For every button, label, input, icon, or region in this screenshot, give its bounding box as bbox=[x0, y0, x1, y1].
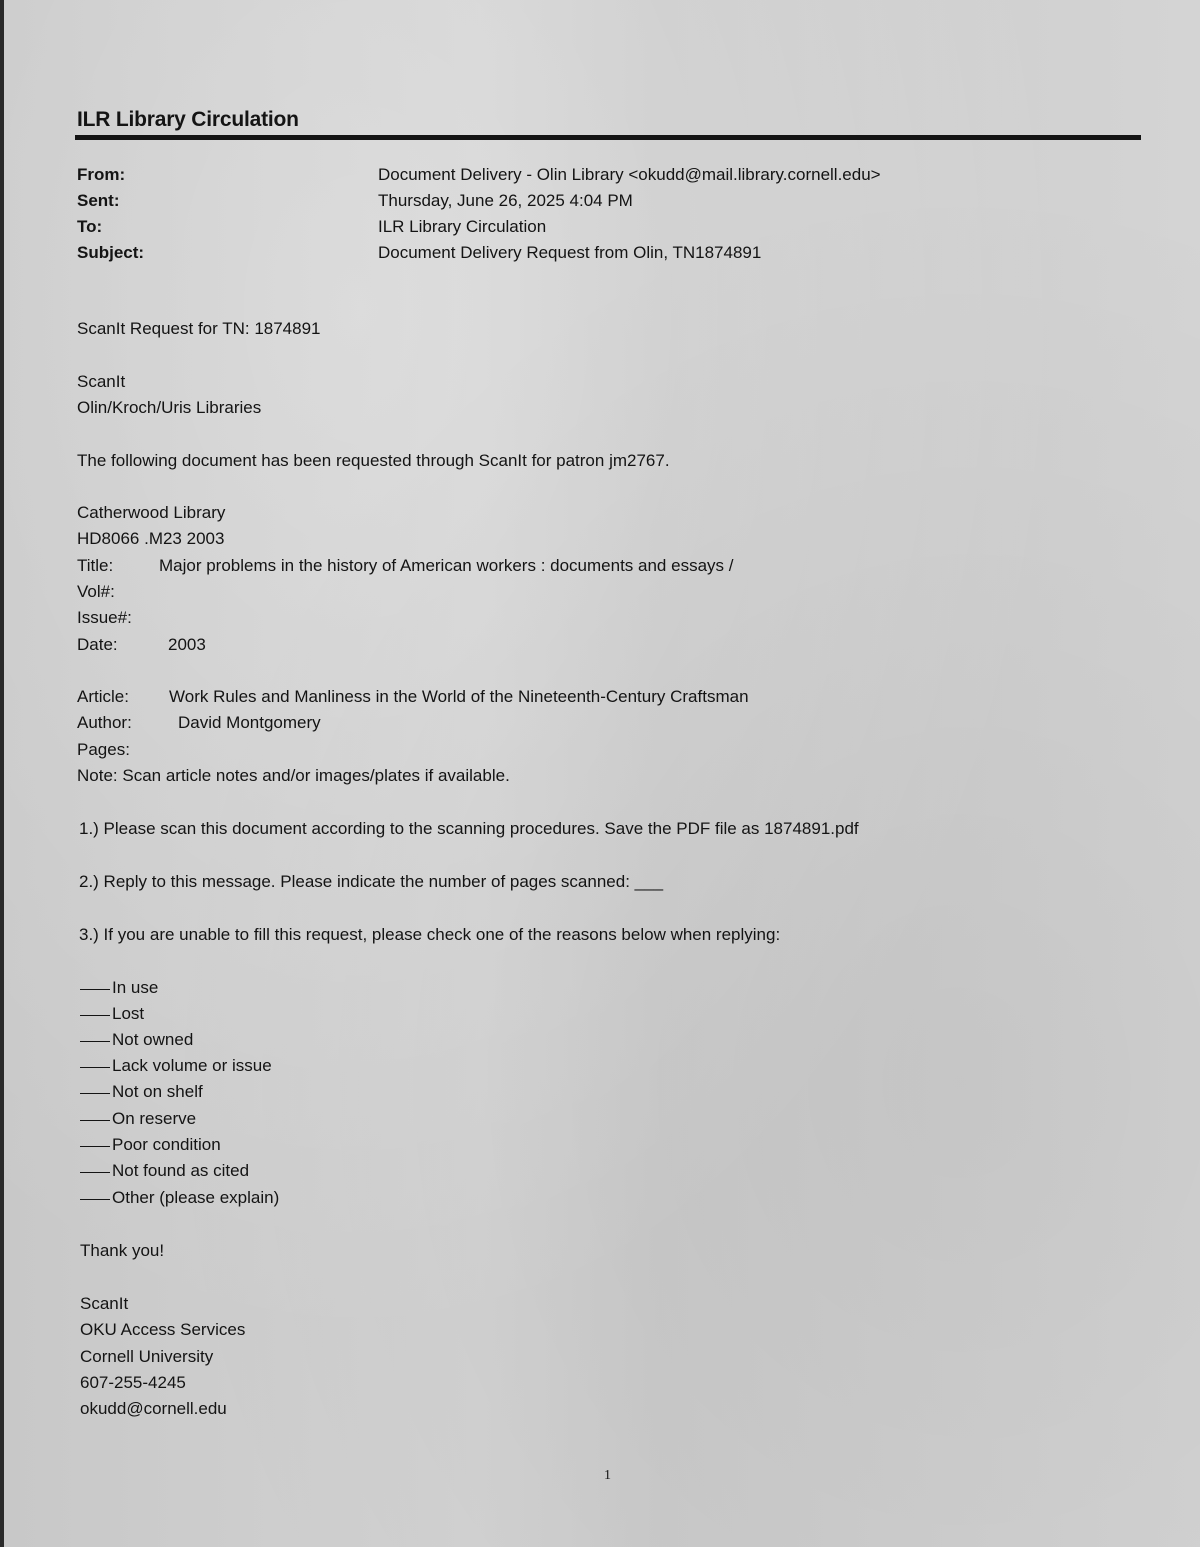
reason-label: Other (please explain) bbox=[112, 1188, 280, 1207]
author-label: Author: bbox=[77, 713, 132, 732]
reason-poor-condition bbox=[80, 1135, 221, 1155]
sent-label: Sent: bbox=[77, 191, 120, 210]
reason-lost bbox=[80, 1004, 144, 1024]
article-value: Work Rules and Manliness in the World of the Nineteenth-Century Craftsman bbox=[169, 687, 749, 706]
reason-label: Not found as cited bbox=[112, 1161, 250, 1180]
library-line: Catherwood Library bbox=[77, 503, 226, 522]
reason-on-reserve bbox=[80, 1109, 196, 1129]
checkbox-blank bbox=[80, 1172, 110, 1173]
vol-label: Vol#: bbox=[77, 582, 115, 601]
author-value: David Montgomery bbox=[178, 713, 321, 732]
to-value: ILR Library Circulation bbox=[378, 217, 547, 236]
checkbox-blank bbox=[80, 1041, 110, 1042]
page-left-edge bbox=[0, 0, 4, 1547]
reason-label: Poor condition bbox=[112, 1135, 221, 1154]
sent-value: Thursday, June 26, 2025 4:04 PM bbox=[378, 191, 633, 210]
signature-phone: 607-255-4245 bbox=[80, 1373, 186, 1392]
request-line: ScanIt Request for TN: 1874891 bbox=[77, 319, 321, 338]
reason-lack-volume bbox=[80, 1056, 272, 1076]
reason-label: Lack volume or issue bbox=[112, 1056, 272, 1075]
note-line: Note: Scan article notes and/or images/plates if available. bbox=[77, 766, 510, 785]
signature-line1: ScanIt bbox=[80, 1294, 129, 1313]
title-value: Major problems in the history of American workers : documents and essays / bbox=[159, 556, 734, 575]
checkbox-blank bbox=[80, 1146, 110, 1147]
org-line2: Olin/Kroch/Uris Libraries bbox=[77, 398, 262, 417]
reason-in-use bbox=[80, 978, 158, 998]
thanks-line: Thank you! bbox=[80, 1241, 165, 1260]
step-2: 2.) Reply to this message. Please indicate the number of pages scanned: ___ bbox=[79, 872, 664, 891]
signature-email: okudd@cornell.edu bbox=[80, 1399, 227, 1418]
step-1: 1.) Please scan this document according to the scanning procedures. Save the PDF file as 1874891.pdf bbox=[79, 819, 859, 838]
title-label: Title: bbox=[77, 556, 114, 575]
checkbox-blank bbox=[80, 1120, 110, 1121]
issue-label: Issue#: bbox=[77, 608, 132, 627]
signature-line3: Cornell University bbox=[80, 1347, 214, 1366]
article-label: Article: bbox=[77, 687, 129, 706]
checkbox-blank bbox=[80, 1067, 110, 1068]
to-label: To: bbox=[77, 217, 103, 236]
reason-other bbox=[80, 1188, 279, 1208]
date-label: Date: bbox=[77, 635, 118, 654]
checkbox-blank bbox=[80, 1093, 110, 1094]
reason-label: In use bbox=[112, 978, 159, 997]
checkbox-blank bbox=[80, 1015, 110, 1016]
reason-not-found bbox=[80, 1161, 249, 1181]
reason-not-owned bbox=[80, 1030, 193, 1050]
org-line1: ScanIt bbox=[77, 372, 126, 391]
reason-label: Not on shelf bbox=[112, 1082, 203, 1101]
checkbox-blank bbox=[80, 1199, 110, 1200]
pages-label: Pages: bbox=[77, 740, 130, 759]
from-value: Document Delivery - Olin Library <okudd@mail.library.cornell.edu> bbox=[378, 165, 881, 184]
header-rule bbox=[75, 135, 1141, 140]
page-title: ILR Library Circulation bbox=[77, 108, 299, 131]
reason-label: On reserve bbox=[112, 1109, 197, 1128]
call-number-line: HD8066 .M23 2003 bbox=[77, 529, 225, 548]
from-label: From: bbox=[77, 165, 126, 184]
reason-label: Not owned bbox=[112, 1030, 194, 1049]
checkbox-blank bbox=[80, 989, 110, 990]
date-value: 2003 bbox=[168, 635, 206, 654]
subject-label: Subject: bbox=[77, 243, 145, 262]
signature-line2: OKU Access Services bbox=[80, 1320, 246, 1339]
page-number: 1 bbox=[604, 1468, 611, 1483]
reason-not-on-shelf bbox=[80, 1082, 203, 1102]
intro-line: The following document has been requested through ScanIt for patron jm2767. bbox=[77, 451, 670, 470]
subject-value: Document Delivery Request from Olin, TN1874891 bbox=[378, 243, 762, 262]
reason-label: Lost bbox=[112, 1004, 145, 1023]
step-3: 3.) If you are unable to fill this request, please check one of the reasons below when replying: bbox=[79, 925, 781, 944]
